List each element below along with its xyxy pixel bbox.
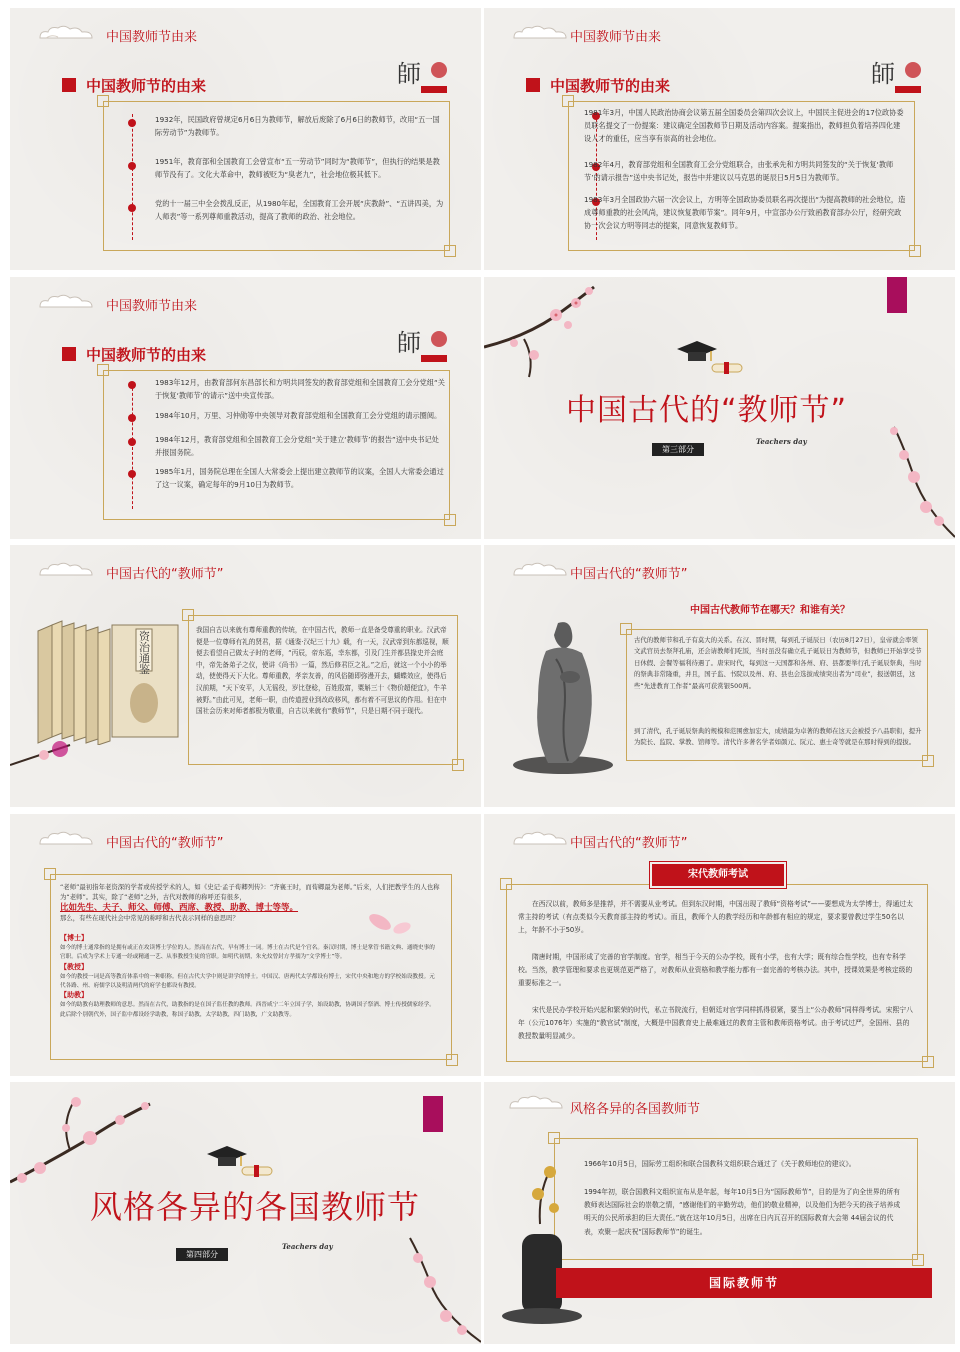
timeline-dot	[128, 470, 136, 478]
confucius-statue-icon	[508, 615, 618, 775]
paragraph: 隋唐时期，中国形成了完善的官学制度。官学，相当于今天的公办学校，既有小学，也有大学；既有综合性学校，也有专科学校。当然，教学管理和要求也更规范更严格了，对教师从业资格和教学能力都有一套完善的考核办法。其中，授课效果是考核定级的重要标准之一。	[518, 953, 913, 988]
timeline-dot	[128, 381, 136, 389]
question-heading: 中国古代教师节在哪天？和谁有关？	[690, 605, 850, 616]
timeline-paragraph: 党的十一届三中全会拨乱反正，从1980年起，全国教育工会开展“庆教龄”、“五讲四美，为人师表”等一系列尊师重教活动，提高了教师的政治、社会地位。	[155, 199, 444, 221]
slide-9	[10, 1082, 481, 1344]
timeline-paragraph: 1951年，教育部和全国教育工会曾宣布“五一劳动节”同时为“教师节”，但执行的结果是教师节没有了。文化大革命中，教师被贬为“臭老九”，社会地位极其低下。	[155, 157, 440, 179]
timeline-paragraph: 1981年3月，中国人民政治协商会议第五届全国委员会第四次会议上，中国民主促进会的17位政协委员联名提交了一份提案：建议确定全国教师节日期及活动内容案。提案指出，教师担负着培养四化建设人才的重任，应当享有崇高的社会地位。	[584, 108, 904, 143]
section-text: 如今的助教有助理教师的意思。然而在古代，助教指的是在国子监任教的教师。西晋咸宁二年立国子学，始设助教，协调国子祭酒、博士传授儒家经学。此后除个别朝代外，国子监中都设经学助教，称国子助教，太学助教，四门助教，广文助教等。	[60, 1002, 435, 1018]
teacher-logo-icon	[395, 317, 451, 367]
part-label: 第三部分	[652, 443, 704, 456]
section-header: 中国古代的“教师节”	[106, 836, 224, 851]
corner-accent	[887, 277, 907, 313]
timeline-paragraph: 1984年12月，教育部党组和全国教育工会分党组“关于建立‘教师节’的报告”送中央书记处并报国务院。	[155, 435, 439, 457]
timeline-dot	[128, 204, 136, 212]
section-text: 如今的教授一词是高等教育体系中的一种职称。但在古代大学中则是讲学的博士。中国汉、唐两代太学都设有博士，宋代中央和地方的学校始设教授。元代各路、州、府儒学以及明清两代的府学也都设有教授。	[60, 973, 435, 990]
slide-3	[10, 277, 481, 539]
cloud-icon	[36, 24, 96, 42]
bottom-banner	[556, 1268, 932, 1298]
teacher-logo-icon	[869, 48, 925, 98]
timeline-paragraph: 1983年12月，由教育部何东昌部长和方明共同签发的教育部党组和全国教育工会分党组“关于恢复‘教师节’的请示”送中央宣传部。	[155, 378, 445, 400]
section-header: 风格各异的各国教师节	[570, 1102, 701, 1117]
section-title: 【教授】	[60, 962, 88, 971]
slide-6	[484, 545, 955, 807]
paragraph: 宋代是民办学校开始兴起和繁荣的时代，私立书院流行，但朝廷对官学同样抓得很紧，要当上“公办教师”同样得考试。宋熙宁八年（公元1076年）实施的“教官试”制度，大概是中国教育史上最难通过的教育主管和教师资格考试。由于考试过严，全国州、县的教授数量明显减少。	[518, 1006, 913, 1041]
slide-title: 风格各异的各国教师节	[90, 1188, 421, 1226]
cloud-icon	[36, 561, 96, 579]
subtitle: Teachers day	[756, 437, 807, 446]
slide-title: 中国教师节的由来	[86, 77, 207, 95]
timeline-paragraph: 1983年3月全国政协六届一次会议上，方明等全国政协委员联名再次提出“为提高教师的社会地位，造成尊师重教的社会风尚，建议恢复教师节案”。同年9月，中宣部办公厅致函教育部办公厅，经研究政协一次会议方明等同志的提案，同意恢复教师节。	[584, 195, 906, 230]
plum-blossom-icon	[864, 417, 955, 539]
svg-text:師: 師	[397, 60, 421, 88]
svg-text:師: 師	[871, 60, 895, 88]
slide-8	[484, 814, 955, 1076]
plum-blossom-icon	[484, 277, 624, 397]
vase-icon	[494, 1164, 594, 1324]
section-text: 如今的博士通常指的是拥有或正在攻读博士学位的人。然而在古代，早有博士一词。博士在古代是个官名。秦汉时期，博士是掌管书籍文典、通晓史事的官职。后成为学术上专通一经或精通一艺、从事教授生徒的官职。如明代初期，朱允炆曾封方孝孺为“文学博士”等。	[60, 945, 435, 961]
timeline-dot	[128, 438, 136, 446]
slide-5	[10, 545, 481, 807]
book-title: 资治通鉴	[139, 630, 150, 676]
section-banner	[650, 862, 786, 888]
slide-4	[484, 277, 955, 539]
title-marker	[526, 78, 540, 92]
section-title: 【助教】	[60, 991, 88, 1000]
slide-2	[484, 8, 955, 270]
cloud-icon	[510, 561, 570, 579]
slide-title: 中国教师节的由来	[86, 346, 207, 364]
section-header: 中国教师节由来	[106, 299, 198, 314]
timeline-dot	[128, 119, 136, 127]
cloud-icon	[36, 830, 96, 848]
part-label: 第四部分	[176, 1248, 228, 1261]
paragraph: 到了清代，孔子诞辰祭典的规模和范围愈加宏大，成绩最为卓著的教师在这天会被授予八品职衔，提升为院长、监院、掌教、馆师等。清代许多著名学者如颜元、阮元、惠士奇等就是在那时得到的提拔。	[634, 727, 922, 747]
diploma-scroll-icon	[710, 357, 744, 379]
timeline-paragraph: 1932年，民国政府曾规定6月6日为教师节，解放后废除了6月6日的教师节，改用“五一国际劳动节”为教师节。	[155, 115, 440, 137]
paragraph: 1966年10月5日，国际劳工组织和联合国教科文组织联合通过了《关于教师地位的建议》。	[584, 1160, 856, 1168]
title-marker	[62, 78, 76, 92]
paragraph: 我国自古以来就有尊师重教的传统，在中国古代，教师一直是备受尊重的职业。汉武帝便是一位尊师有礼的贤君，据《通鉴·汉纪三十九》载，有一天，汉武帝到东都巡视，顺便去看望自己做太子时的老师，“丙辰，帝东巡，幸东都，引及门生并都县掾史并会庭中，帝先备弟子之仪，使讲《尚书》一篇，然后修君臣之礼。”之后，就这一个小小的举动，使使得天下大化。尊师重教，孝亲友善，的风俗随即弥漫开去，蝴蝶效应，使得后汉前期，“天下安平，人无徭役，岁比登稔，百姓殷富，粟斛三十《物价超便宜》，牛羊被野。”由此可见，老师一职，由传道授业到改政移风，都有着不可思议的作用。但在中国社会历来对师者都极为敬重，自古以来就有“教师节”，只是日期不同于现代。	[196, 626, 449, 716]
intro-paragraph	[60, 882, 440, 924]
slide-title: 中国古代的“教师节”	[566, 393, 848, 428]
section-block	[60, 934, 440, 1020]
intro-text: “老师”最初指年老资深的学者或传授学术的人，如《史记·孟子荀卿列传》：“齐襄王时，而荀卿最为老师。”后来，人们把教学生的人也称为“老师”。其实，除了“老师”之外，古代对教师的称呼还有很多，	[60, 883, 440, 902]
slide-title: 中国教师节的由来	[550, 77, 671, 95]
cloud-icon	[506, 1094, 566, 1112]
timeline-paragraph: 1984年10月，万里、习仲勋等中央领导对教育部党组和全国教育工会分党组的请示圈阅。	[155, 411, 442, 420]
timeline-dot	[128, 414, 136, 422]
cloud-icon	[36, 293, 96, 311]
highlighted-titles: 比如先生、夫子、师父、师傅、西席、教授、助教、博士等等。	[60, 902, 299, 913]
section-header: 中国教师节由来	[106, 30, 198, 45]
slide-1	[10, 8, 481, 270]
section-header: 中国教师节由来	[570, 30, 662, 45]
corner-accent	[423, 1096, 443, 1132]
subtitle: Teachers day	[282, 1242, 333, 1251]
timeline-line	[132, 114, 133, 240]
teacher-logo-icon	[395, 48, 451, 98]
timeline-dot	[128, 162, 136, 170]
section-header: 中国古代的“教师节”	[106, 567, 224, 582]
svg-text:師: 師	[397, 329, 421, 357]
section-header: 中国古代的“教师节”	[570, 567, 688, 582]
timeline-paragraph: 1985年1月，国务院总理在全国人大常委会上提出建立教师节的议案，全国人大常委会通过了这一议案，确定每年的9月10日为教师节。	[155, 467, 444, 489]
cloud-icon	[510, 24, 570, 42]
timeline-line	[132, 383, 133, 509]
plum-blossom-icon	[10, 715, 80, 775]
paragraph: 古代的教师节和孔子有莫大的关系。在汉、晋时期，每到孔子诞辰日（农历8月27日），皇帝就会率领文武官员去祭拜孔庙，还会请教师们吃饭，当时虽没有确立孔子诞辰日为教师节，但教师已开始享受节日休假、会餐等福利待遇了。唐宋时代，每到这一天国都和各州、府、县都要举行孔子诞辰祭典，当时的祭典非常隆重，并且，国子监、书院以及州、府、县也会选拔成绩突出者为“司业”，报送朝廷，这些“先进教育工作者”最高可获赏银500两。	[634, 636, 922, 690]
paragraph: 在西汉以前，教师多是推荐，并不需要从业考试。但到东汉时期，中国出现了教师“资格考试”——要想成为太学博士，得通过太常主持的考试（有点类似今天教育部主持的考试）。而且，教师个人的教学经历和年龄都有相应的规定，要求要曾教过学生50名以上，年龄不小于50岁。	[518, 900, 913, 935]
diploma-scroll-icon	[240, 1160, 274, 1182]
plum-blossom-icon	[370, 1232, 481, 1344]
slide-7	[10, 814, 481, 1076]
cloud-icon	[510, 830, 570, 848]
paragraph: 1994年初，联合国教科文组织宣布从是年起，每年10月5日为“国际教师节”，目的是为了向全世界的所有教师表达国际社会的崇敬之情，“感谢他们的辛勤劳动，他们的敬业精神，以及他们为把今天的孩子培养成明天的公民所承担的巨大责任。”就在这年10月5日，出席在日内瓦召开的国际教育大会第 44届会议的代表，欢聚一起庆祝“国际教师节”的诞生。	[584, 1188, 901, 1236]
slide-10	[484, 1082, 955, 1344]
section-title: 【博士】	[60, 934, 88, 942]
banner-label: 宋代教师考试	[688, 869, 748, 880]
banner-label: 国际教师节	[708, 1276, 779, 1290]
timeline-paragraph: 1982年4月，教育部党组和全国教育工会分党组联合，由张承先和方明共同签发的“关于恢复‘教师节’的请示报告”送中央书记处，报告中并建议以马克思的诞辰日5月5日为教师节。	[584, 160, 894, 182]
section-header: 中国古代的“教师节”	[570, 836, 688, 851]
title-marker	[62, 347, 76, 361]
question-text: 那么，有些在现代社会中常见的称呼和古代表示同样的意思吗？	[60, 914, 239, 923]
